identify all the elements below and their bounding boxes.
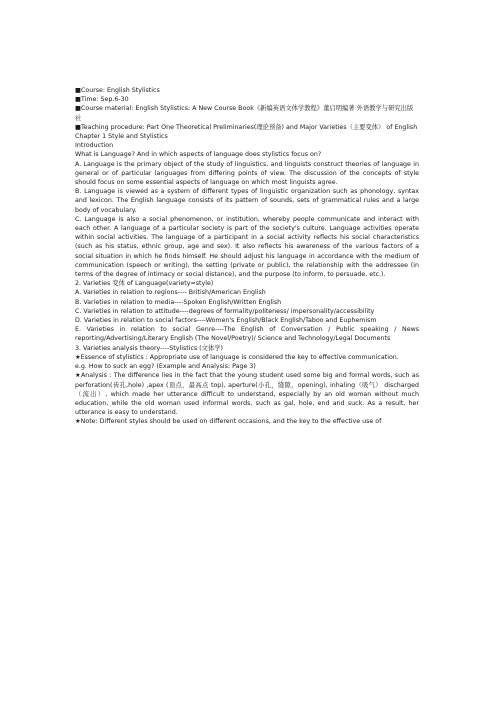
paragraph: Introduction <box>75 142 114 150</box>
paragraph: A. Language is the primary object of the study of linguistics, and linguists construct theories of language in general or of particular languages from differing points of view. The discussion of the concepts of style should focus on some essential aspects of language on which most linguists agree. <box>75 160 419 187</box>
paragraph: ■Teaching procedure: Part One Theoretical Preliminaries(理论预备) and Major Varieties（主要变体） of English <box>75 123 418 131</box>
paragraph: 2. Varieties 变体 of Language(variety=style) <box>75 280 214 288</box>
paragraph: B. Varieties in relation to media----Spoken English/Written English <box>75 298 282 306</box>
paragraph: ■Course: English Stylistics <box>75 87 160 94</box>
paragraph: ■Course material: English Stylistics: A New Course Book《新编英语文体学教程》董启明编著 外语教学与研究出版社 <box>75 105 414 122</box>
paragraph: e.g. How to suck an egg? (Example and Analysis: Page 3) <box>75 363 256 371</box>
paragraph: ★Essence of stylistics : Appropriate use of language is considered the key to effective communication. <box>75 353 399 361</box>
paragraph: ★Analysis : The difference lies in the fact that the young student used some big and formal words, such as perforation(齿孔,hole) ,apex (顶点，最高点 top), aperture(小孔，缝隙，opening), inhaling（吸气） discharged（流出）, which made her utterance difficult to understand, especially by an old woman without much education, while the old woman used informal words, such as gal, hole, end and suck. As a result, her utterance is easy to understand. <box>75 372 419 417</box>
paragraph: 3. Varieties analysis theory----Stylistics (文体学) <box>75 344 223 352</box>
paragraph: ★Note: Different styles should be used on different occasions, and the key to the effective use of <box>75 418 382 426</box>
paragraph: D. Varieties in relation to social factors----Women's English/Black English/Taboo and Euphemism <box>75 317 377 325</box>
paragraph: What is Language? And in which aspects of language does stylistics focus on? <box>75 151 322 159</box>
paragraph: ■Time: Sep.6-30 <box>75 96 129 104</box>
paragraph: B. Language is viewed as a system of different types of linguistic organization such as phonology, syntax and lexicon. The English language consists of its pattern of sounds, sets of grammatical rules and a large body of vocabulary. <box>75 188 419 214</box>
paragraph: C. Language is also a social phenomenon, or institution, whereby people communicate and interact with each other. A language of a particular society is part of the society's culture. Language activities operate within social activities. The language of a participant in a social activity reflects his social characteristics (such as his status, ethnic group, age and sex). It also reflects his awareness of the various factors of a social situation in which he finds himself. He should adjust his language in accordance with the medium of communication (speech or writing), the setting (private or public), the relationship with the addressee (in terms of the degree of intimacy or social distance), and the purpose (to inform, to persuade, etc.). <box>75 215 419 279</box>
paragraph: Chapter 1 Style and Stylistics <box>75 133 168 141</box>
document-page <box>75 86 419 427</box>
paragraph: C. Varieties in relation to attitude----degrees of formality/politeness/ impersonality/accessibility <box>75 307 375 315</box>
paragraph: E. Varieties in relation to social Genre----The English of Conversation / Public speaking / News reporting/Advertising/Literary English (The Novel/Poetry)/ Science and Technology/Legal Documents <box>75 326 419 343</box>
paragraph: A. Varieties in relation to regions---- British/American English <box>75 289 266 297</box>
